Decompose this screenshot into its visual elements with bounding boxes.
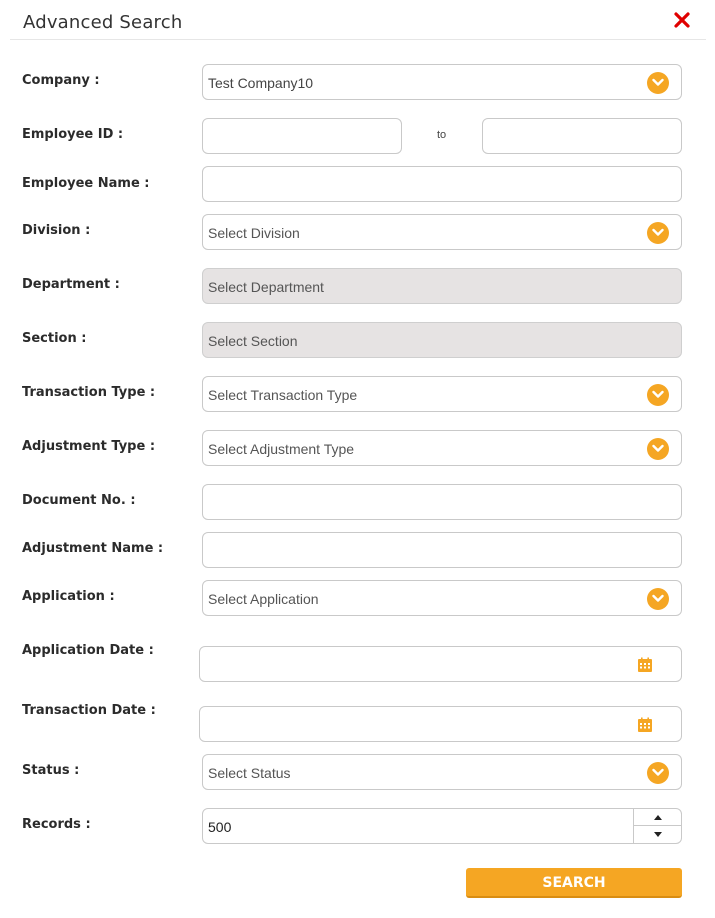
adjustment-type-label: Adjustment Type : [22, 439, 156, 454]
dialog-header [10, 0, 706, 40]
application-date-input[interactable] [199, 646, 682, 682]
section-label: Section : [22, 331, 87, 346]
adjustment-name-input[interactable] [202, 532, 682, 568]
chevron-down-icon [647, 438, 669, 460]
company-label: Company : [22, 73, 100, 88]
section-select-value: Select Section [208, 333, 298, 349]
application-select[interactable] [202, 580, 682, 616]
adjustment-type-select[interactable] [202, 430, 682, 466]
status-label: Status : [22, 763, 80, 778]
transaction-date-input[interactable] [199, 706, 682, 742]
employee-name-input[interactable] [202, 166, 682, 202]
transaction-type-label: Transaction Type : [22, 385, 156, 400]
caret-up-icon [654, 815, 662, 820]
calendar-icon[interactable] [637, 657, 653, 673]
chevron-down-icon [647, 384, 669, 406]
company-select-value: Test Company10 [208, 75, 314, 91]
close-icon[interactable] [673, 11, 691, 29]
chevron-down-icon [647, 222, 669, 244]
employee-id-label: Employee ID : [22, 127, 124, 142]
records-label: Records : [22, 817, 91, 832]
chevron-down-icon [647, 588, 669, 610]
transaction-type-select[interactable] [202, 376, 682, 412]
department-select-value: Select Department [208, 279, 324, 295]
chevron-down-icon [647, 762, 669, 784]
adjustment-name-label: Adjustment Name : [22, 541, 164, 556]
status-select[interactable] [202, 754, 682, 790]
application-select-value: Select Application [208, 591, 319, 607]
caret-down-icon [654, 832, 662, 837]
transaction-date-label: Transaction Date : [22, 703, 156, 718]
adjustment-type-select-value: Select Adjustment Type [208, 441, 355, 457]
stepper-up-button[interactable] [634, 809, 681, 826]
application-date-label: Application Date : [22, 643, 154, 658]
department-label: Department : [22, 277, 120, 292]
calendar-icon[interactable] [637, 717, 653, 733]
stepper-down-button[interactable] [634, 826, 681, 843]
company-select[interactable] [202, 64, 682, 100]
search-button[interactable]: SEARCH [466, 868, 682, 898]
application-label: Application : [22, 589, 115, 604]
chevron-down-icon [647, 72, 669, 94]
document-no-label: Document No. : [22, 493, 136, 508]
records-value: 500 [208, 819, 232, 835]
records-number-input[interactable] [202, 808, 682, 844]
division-select[interactable] [202, 214, 682, 250]
records-stepper [633, 809, 681, 843]
transaction-type-select-value: Select Transaction Type [208, 387, 358, 403]
employee-name-label: Employee Name : [22, 176, 150, 191]
division-label: Division : [22, 223, 91, 238]
status-select-value: Select Status [208, 765, 291, 781]
employee-id-to-separator: to [437, 129, 447, 141]
section-select[interactable] [202, 322, 682, 358]
dialog-title: Advanced Search [23, 12, 183, 33]
department-select[interactable] [202, 268, 682, 304]
document-no-input[interactable] [202, 484, 682, 520]
division-select-value: Select Division [208, 225, 300, 241]
employee-id-to-input[interactable] [482, 118, 682, 154]
employee-id-from-input[interactable] [202, 118, 402, 154]
